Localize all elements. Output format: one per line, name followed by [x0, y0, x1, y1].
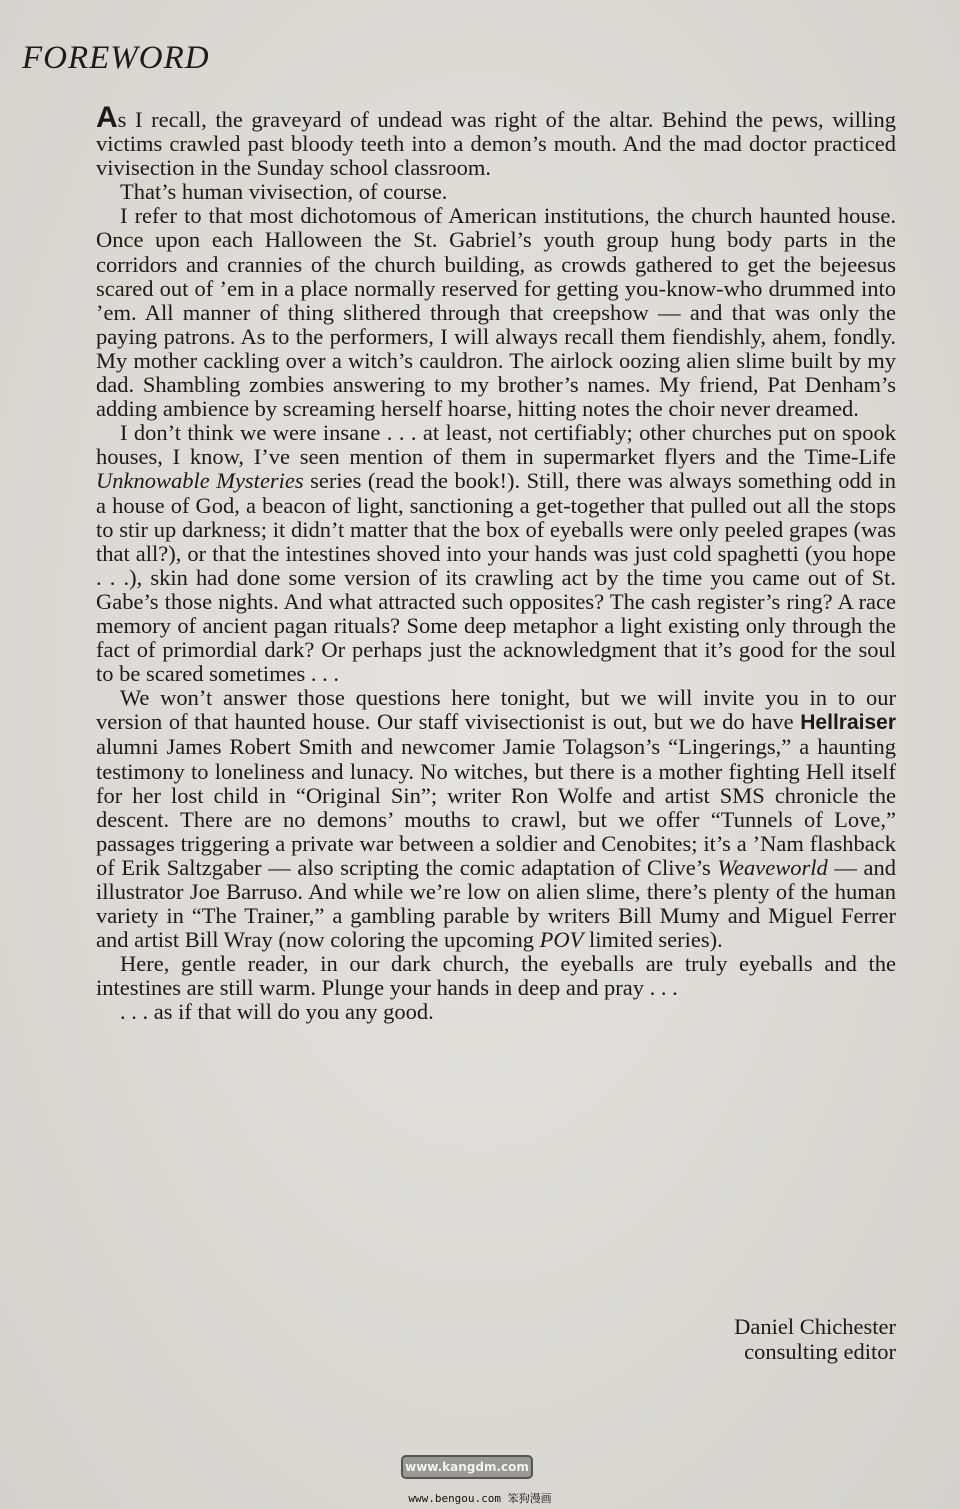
- paragraph-1: [96, 101, 896, 181]
- pov-title: POV: [539, 927, 584, 953]
- paragraph-1-text: s I recall, the graveyard of undead was right of the altar. Behind the pews, willing victims crawled past bloody teeth into a demon’s mouth. And the mad doctor practiced vivisection in the Sunday school classroom.: [96, 107, 896, 181]
- drop-cap: A: [96, 101, 118, 134]
- paragraph-5-text-b: alumni James Robert Smith and newcomer Jamie Tolagson’s “Lingerings,” a haunting testimony to loneliness and lunacy. No witches, but there is a mother fighting Hell itself for her lost child in “Original Sin”; writer Ron Wolfe and artist SMS chronicle the descent. There are no demons’ mouths to crawl, but we offer “Tunnels of Love,” passages triggering a private war between a soldier and Cenobites; it’s a ’Nam flashback of Erik Saltzgaber — also scripting the comic adaptation of Clive’s: [96, 734, 896, 880]
- watermark-footer: www.bengou.com 笨狗漫画: [408, 1492, 552, 1505]
- book-title: Unknowable Mysteries: [96, 468, 304, 494]
- page-title: FOREWORD: [22, 40, 210, 76]
- paragraph-5: [96, 686, 896, 952]
- paragraph-6: Here, gentle reader, in our dark church, the eyeballs are truly eyeballs and the intestines are still warm. Plunge your hands in deep and pray . . .: [96, 951, 896, 1001]
- paragraph-5-text-a: We won’t answer those questions here tonight, but we will invite you in to our version of that haunted house. Our staff vivisectionist is out, but we do have: [96, 685, 896, 735]
- paragraph-2: That’s human vivisection, of course.: [120, 179, 448, 205]
- paragraph-4-text-a: I don’t think we were insane . . . at least, not certifiably; other churches put on spook houses, I know, I’ve seen mention of them in supermarket flyers and the Time-Life: [96, 420, 896, 470]
- paragraph-5-text-c: — and illustrator Joe Barruso. And while we’re low on alien slime, there’s plenty of the human variety in “The Trainer,” a gambling parable by writers Bill Mumy and Miguel Ferrer and artist Bill Wray (now coloring the upcoming: [96, 854, 896, 953]
- weaveworld-title: Weaveworld: [717, 854, 828, 880]
- paragraph-4: [96, 421, 896, 686]
- paragraph-4-text-b: series (read the book!). Still, there was always something odd in a house of God, a beacon of light, sanctioning a get-together that pulled out all the stops to stir up darkness; it didn’t matter that the box of eyeballs were only peeled grapes (was that all?), or that the intestines shoved into your hands was just cold spaghetti (you hope . . .), skin had done some version of its crawling act by the time you came out of St. Gabe’s those nights. And what attracted such opposites? The cash register’s ring? A race memory of ancient pagan rituals? Some deep metaphor a light existing only through the fact of primordial dark? Or perhaps just the acknowledgment that it’s good for the soul to be scared sometimes . . .: [96, 468, 896, 687]
- signature-name: Daniel Chichester: [734, 1314, 896, 1339]
- hellraiser-brand: Hellraiser: [800, 711, 896, 735]
- watermark-badge: www.kangdm.com: [401, 1455, 533, 1479]
- paragraph-3: I refer to that most dichotomous of American institutions, the church haunted house. Once upon each Halloween the St. Gabriel’s youth group hung body parts in the corridors and crannies of the church building, as crowds gathered to get the bejeesus scared out of ’em in a place normally reserved for getting you-know-who drummed into ’em. All manner of thing slithered through that creepshow — and that was only the paying patrons. As to the performers, I will always recall them fiendishly, ahem, fondly. My mother cackling over a witch’s cauldron. The airlock oozing alien slime built by my dad. Shambling zombies answering to my brother’s names. My friend, Pat Denham’s adding ambience by screaming herself hoarse, hitting notes the choir never dreamed.: [96, 203, 896, 422]
- signature-role: consulting editor: [744, 1339, 896, 1364]
- foreword-body: [96, 101, 896, 1025]
- paragraph-7: . . . as if that will do you any good.: [120, 999, 434, 1025]
- paragraph-5-text-d: limited series).: [583, 927, 723, 953]
- signature-block: [734, 1314, 896, 1364]
